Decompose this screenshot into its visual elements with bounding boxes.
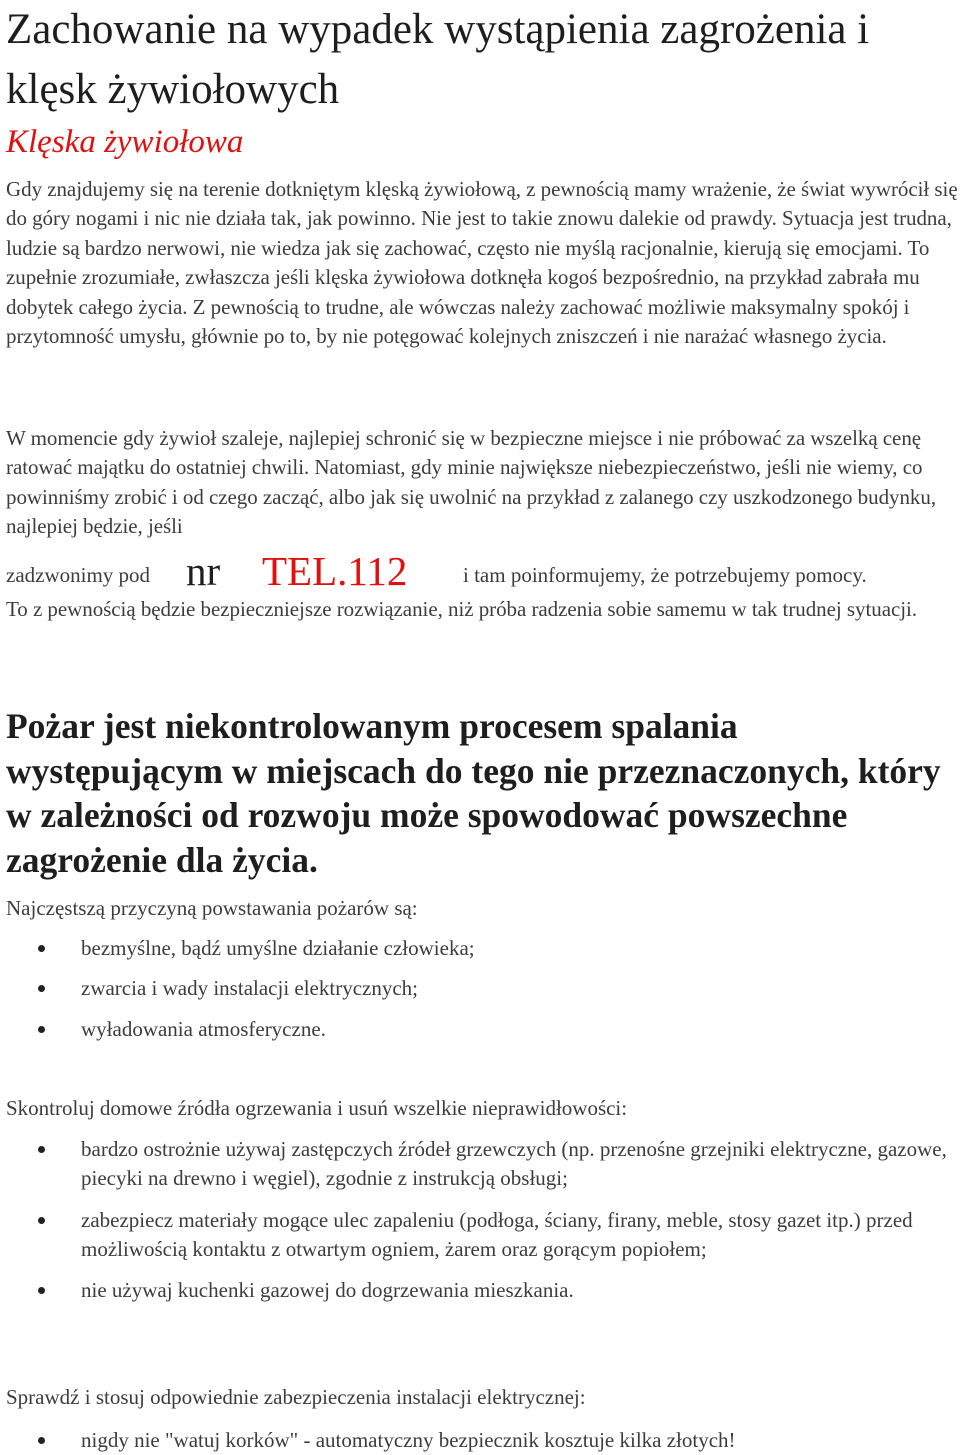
heating-lead: Skontroluj domowe źródła ogrzewania i usuń wszelkie nieprawidłowości: [6, 1096, 628, 1120]
list-item-text: bezmyślne, bądź umyślne działanie człowieka; [81, 936, 475, 960]
phone-line-nr: nr [186, 548, 221, 594]
bullet-icon [38, 1437, 45, 1444]
bullet-icon [38, 985, 45, 992]
bullet-icon [38, 1146, 45, 1153]
list-item [0, 1426, 960, 1455]
emergency-number-line [6, 546, 960, 596]
list-item [0, 1206, 960, 1265]
phone-line-after: i tam poinformujemy, że potrzebujemy pomocy. [463, 563, 867, 587]
bullet-icon [38, 1217, 45, 1224]
page-title: Zachowanie na wypadek wystąpienia zagrożenia i klęsk żywiołowych [6, 6, 870, 113]
fire-definition-heading: Pożar jest niekontrolowanym procesem spalania występującym w miejscach do tego nie przeznaczonych, który w zależności od rozwoju może spowodować powszechne zagrożenie dla życia. [6, 706, 941, 880]
causes-list [0, 934, 960, 1055]
electrical-list [0, 1426, 960, 1455]
bullet-icon [38, 1287, 45, 1294]
electrical-lead: Sprawdź i stosuj odpowiednie zabezpieczenia instalacji elektrycznej: [6, 1385, 586, 1409]
list-item [0, 974, 960, 1003]
list-item-text: zwarcia i wady instalacji elektrycznych; [81, 976, 419, 1001]
intro-paragraph: Gdy znajdujemy się na terenie dotkniętym klęską żywiołową, z pewnością mamy wrażenie, że świat wywrócił się do góry nogami i nic nie działa tak, jak powinno. Nie jest to takie znowu dalekie od prawdy. Sytuacja jest trudna, ludzie są bardzo nerwowi, nie wiedza jak się zachować, często nie myślą racjonalnie, kierują się emocjami. To zupełnie zrozumiałe, zwłaszcza jeśli klęska żywiołowa dotknęła kogoś bezpośrednio, na przykład zabrała mu dobytek całego życia. Z pewnością to trudne, ale wówczas należy zachować możliwie maksymalny spokój i przytomność umysłu, głównie po to, by nie potęgować kolejnych zniszczeń i nie narażać własnego życia. [6, 177, 958, 349]
list-item [0, 1135, 960, 1194]
list-item-text: bardzo ostrożnie używaj zastępczych źródeł grzewczych (np. przenośne grzejniki elektryczne, gazowe, piecyki na drewno i węgiel), zgodnie z instrukcją obsługi; [81, 1137, 947, 1191]
phone-line-before: zadzwonimy pod [6, 563, 151, 587]
safety-paragraph: To z pewnością będzie bezpieczniejsze rozwiązanie, niż próba radzenia sobie samemu w tak trudnej sytuacji. [6, 597, 918, 621]
list-item-text: nigdy nie "watuj korków" - automatyczny bezpiecznik kosztuje kilka złotych! [81, 1428, 736, 1452]
list-item [0, 934, 960, 963]
shelter-paragraph: W momencie gdy żywioł szaleje, najlepiej schronić się w bezpieczne miejsce i nie próbować za wszelką cenę ratować majątku do ostatniej chwili. Natomiast, gdy minie największe niebezpieczeństwo, jeśli nie wiemy, co powinniśmy zrobić i od czego zacząć, albo jak się uwolnić na przykład z zalanego czy uszkodzonego budynku, najlepiej będzie, jeśli [6, 426, 937, 539]
list-item [0, 1276, 960, 1305]
list-item-text: nie używaj kuchenki gazowej do dogrzewania mieszkania. [81, 1278, 574, 1303]
list-item-text: zabezpiecz materiały mogące ulec zapaleniu (podłoga, ściany, firany, meble, stosy gazet itp.) przed możliwością kontaktu z otwartym ogniem, żarem oraz gorącym popiołem; [81, 1207, 913, 1261]
emergency-phone-number: TEL.112 [262, 548, 408, 594]
bullet-icon [38, 945, 45, 952]
section-subtitle: Klęska żywiołowa [6, 124, 244, 160]
heating-list [0, 1135, 960, 1317]
list-item-text: wyładowania atmosferyczne. [81, 1016, 326, 1041]
causes-lead: Najczęstszą przyczyną powstawania pożarów są: [6, 896, 418, 920]
list-item [0, 1015, 960, 1044]
bullet-icon [38, 1026, 45, 1033]
